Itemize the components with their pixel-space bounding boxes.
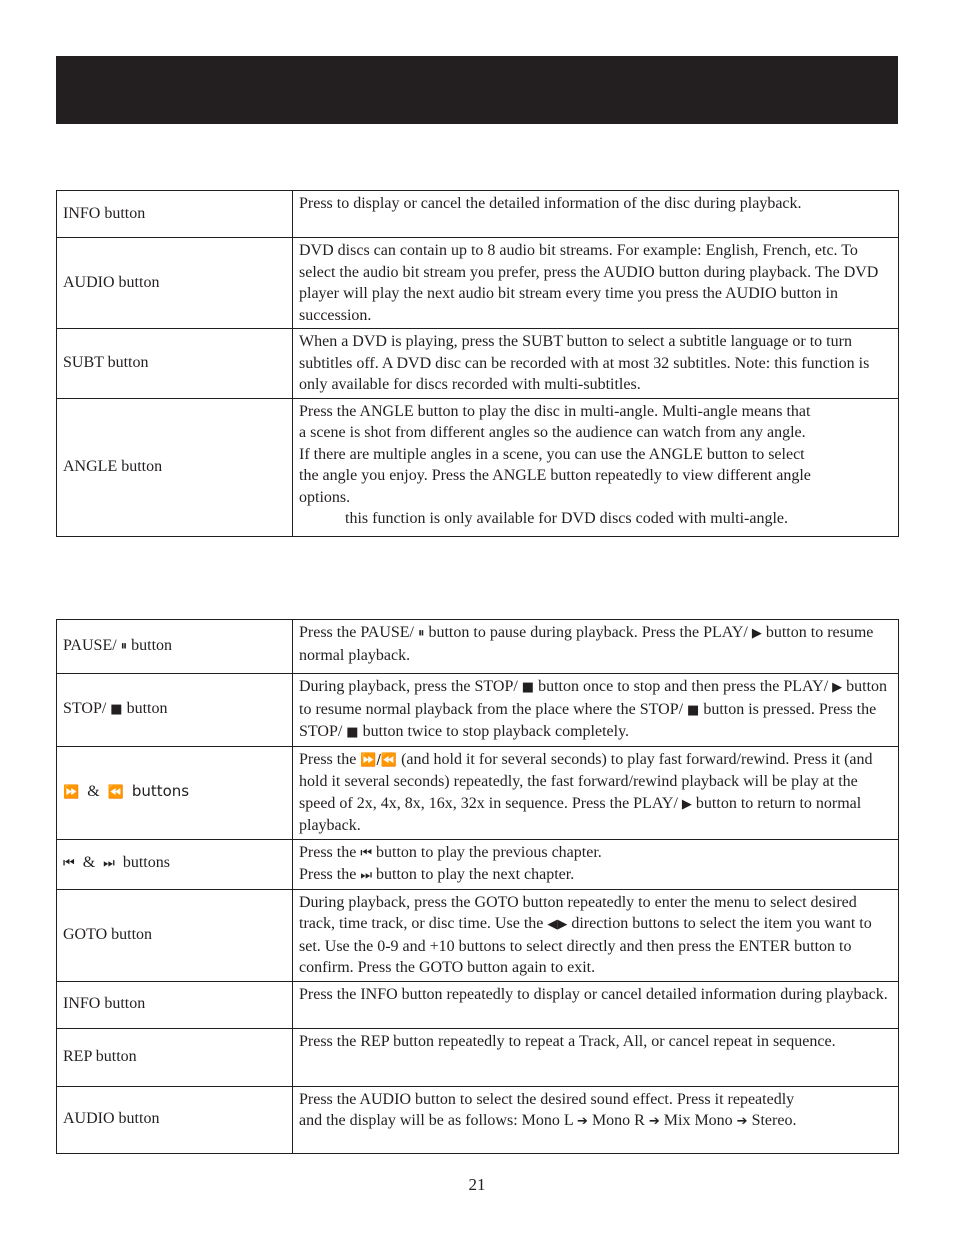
row-description: Press the ⏩/⏪ (and hold it for several seconds) to play fast forward/rewind. Press it (and hold it several seconds) repeatedly, the fast forward/rewind playback will be play at the speed of 2x, 4x, 8x, 16x, 32x in sequence. Press the PLAY/ ▶ button to return to normal playback. — [293, 746, 899, 839]
pause-icon: ⏸ — [417, 626, 425, 641]
row-description: Press the INFO button repeatedly to display or cancel detailed information during playback. — [293, 981, 899, 1028]
row-label: SUBT button — [57, 329, 293, 399]
table-row — [57, 329, 899, 399]
angle-line-2: a scene is shot from different angles so the audience can watch from any angle. — [299, 424, 806, 441]
stop-icon: ■ — [521, 680, 535, 695]
stop-icon: ■ — [687, 702, 700, 718]
row-label: INFO button — [57, 981, 293, 1028]
table-row — [57, 238, 899, 329]
next-chapter-icon: ⏭ — [360, 868, 373, 883]
table-row — [57, 981, 899, 1028]
row-description: Press the AUDIO button to select the desired sound effect. Press it repeatedly and the display will be as follows: Mono L ➔ Mono R ➔ Mix Mono ➔ Stereo. — [293, 1086, 899, 1153]
play-icon: ▶ — [681, 796, 692, 812]
row-label: AUDIO button — [57, 1086, 293, 1153]
row-label: INFO button — [57, 191, 293, 238]
angle-note: this function is only available for DVD discs coded with multi-angle. — [345, 510, 789, 527]
row-label: ⏩ & ⏪ buttons — [57, 746, 293, 839]
page-number: 21 — [468, 1175, 486, 1194]
play-icon: ▶ — [751, 626, 762, 641]
row-description: Press the REP button repeatedly to repeat a Track, All, or cancel repeat in sequence. — [293, 1028, 899, 1086]
row-label: AUDIO button — [57, 238, 293, 329]
table-row — [57, 191, 899, 238]
play-icon: ▶ — [832, 680, 843, 695]
button-functions-table-2 — [56, 619, 899, 1154]
stop-icon: ■ — [110, 702, 123, 717]
row-description: During playback, press the STOP/ ■ button once to stop and then press the PLAY/ ▶ button to resume normal playback from the place where the STOP/ ■ button is pressed. Press the STOP/ ■ button twice to stop playback completely. — [293, 674, 899, 747]
row-description: When a DVD is playing, press the SUBT button to select a subtitle language or to turn subtitles off. A DVD disc can be recorded with at most 32 subtitles. Note: this function is only available for discs recorded with multi-subtitles. — [293, 329, 899, 399]
table-row — [57, 839, 899, 889]
next-chapter-icon: ⏭ — [103, 856, 115, 872]
arrow-right-icon: ➔ — [577, 1114, 588, 1129]
table-row — [57, 398, 899, 536]
angle-line-1: Press the ANGLE button to play the disc in multi-angle. Multi-angle means that — [299, 402, 811, 420]
previous-chapter-icon: ⏮ — [360, 845, 373, 861]
row-label: PAUSE/ ⏸ button — [57, 620, 293, 674]
row-label: ANGLE button — [57, 398, 293, 536]
row-description — [293, 398, 899, 536]
row-label: REP button — [57, 1028, 293, 1086]
angle-line-3: If there are multiple angles in a scene, you can use the ANGLE button to select — [299, 445, 805, 463]
row-label: ⏮ & ⏭ buttons — [57, 839, 293, 889]
stop-icon: ■ — [346, 725, 359, 740]
table-row — [57, 746, 899, 839]
arrow-right-icon: ➔ — [648, 1114, 660, 1129]
row-description: During playback, press the GOTO button repeatedly to enter the menu to select desired track, time track, or disc time. Use the ◀▶ direction buttons to select the item you want to set. Use the 0-9 and +10 buttons to select directly and then press the ENTER button to confirm. Press the GOTO button again to exit. — [293, 889, 899, 981]
previous-chapter-icon: ⏮ — [63, 856, 75, 872]
table-row — [57, 620, 899, 674]
row-description: Press to display or cancel the detailed information of the disc during playback. — [293, 191, 899, 238]
fast-forward-icon: ⏩ — [63, 784, 80, 800]
table-row — [57, 889, 899, 981]
header-bar — [56, 56, 898, 124]
pause-icon: ⏸ — [120, 638, 128, 654]
row-description: DVD discs can contain up to 8 audio bit streams. For example: English, French, etc. To select the audio bit stream you prefer, press the AUDIO button during playback. The DVD player will play the next audio bit stream every time you press the AUDIO button in succession. — [293, 238, 899, 329]
row-label: STOP/ ■ button — [57, 674, 293, 747]
angle-line-5: options. — [299, 488, 351, 506]
rewind-icon: ⏪ — [107, 784, 124, 800]
button-functions-table-1 — [56, 190, 899, 537]
table-row — [57, 1086, 899, 1153]
table-row — [57, 674, 899, 747]
row-label: GOTO button — [57, 889, 293, 981]
row-description: Press the PAUSE/ ⏸ button to pause during playback. Press the PLAY/ ▶ button to resume normal playback. — [293, 620, 899, 674]
fast-forward-rewind-icon: ⏩/⏪ — [360, 752, 398, 768]
row-description: Press the ⏮ button to play the previous chapter. Press the ⏭ button to play the next chapter. — [293, 839, 899, 889]
left-right-direction-icon: ◀▶ — [547, 917, 568, 932]
arrow-right-icon: ➔ — [736, 1114, 748, 1129]
angle-line-4: the angle you enjoy. Press the ANGLE button repeatedly to view different angle — [299, 467, 811, 484]
table-row — [57, 1028, 899, 1086]
